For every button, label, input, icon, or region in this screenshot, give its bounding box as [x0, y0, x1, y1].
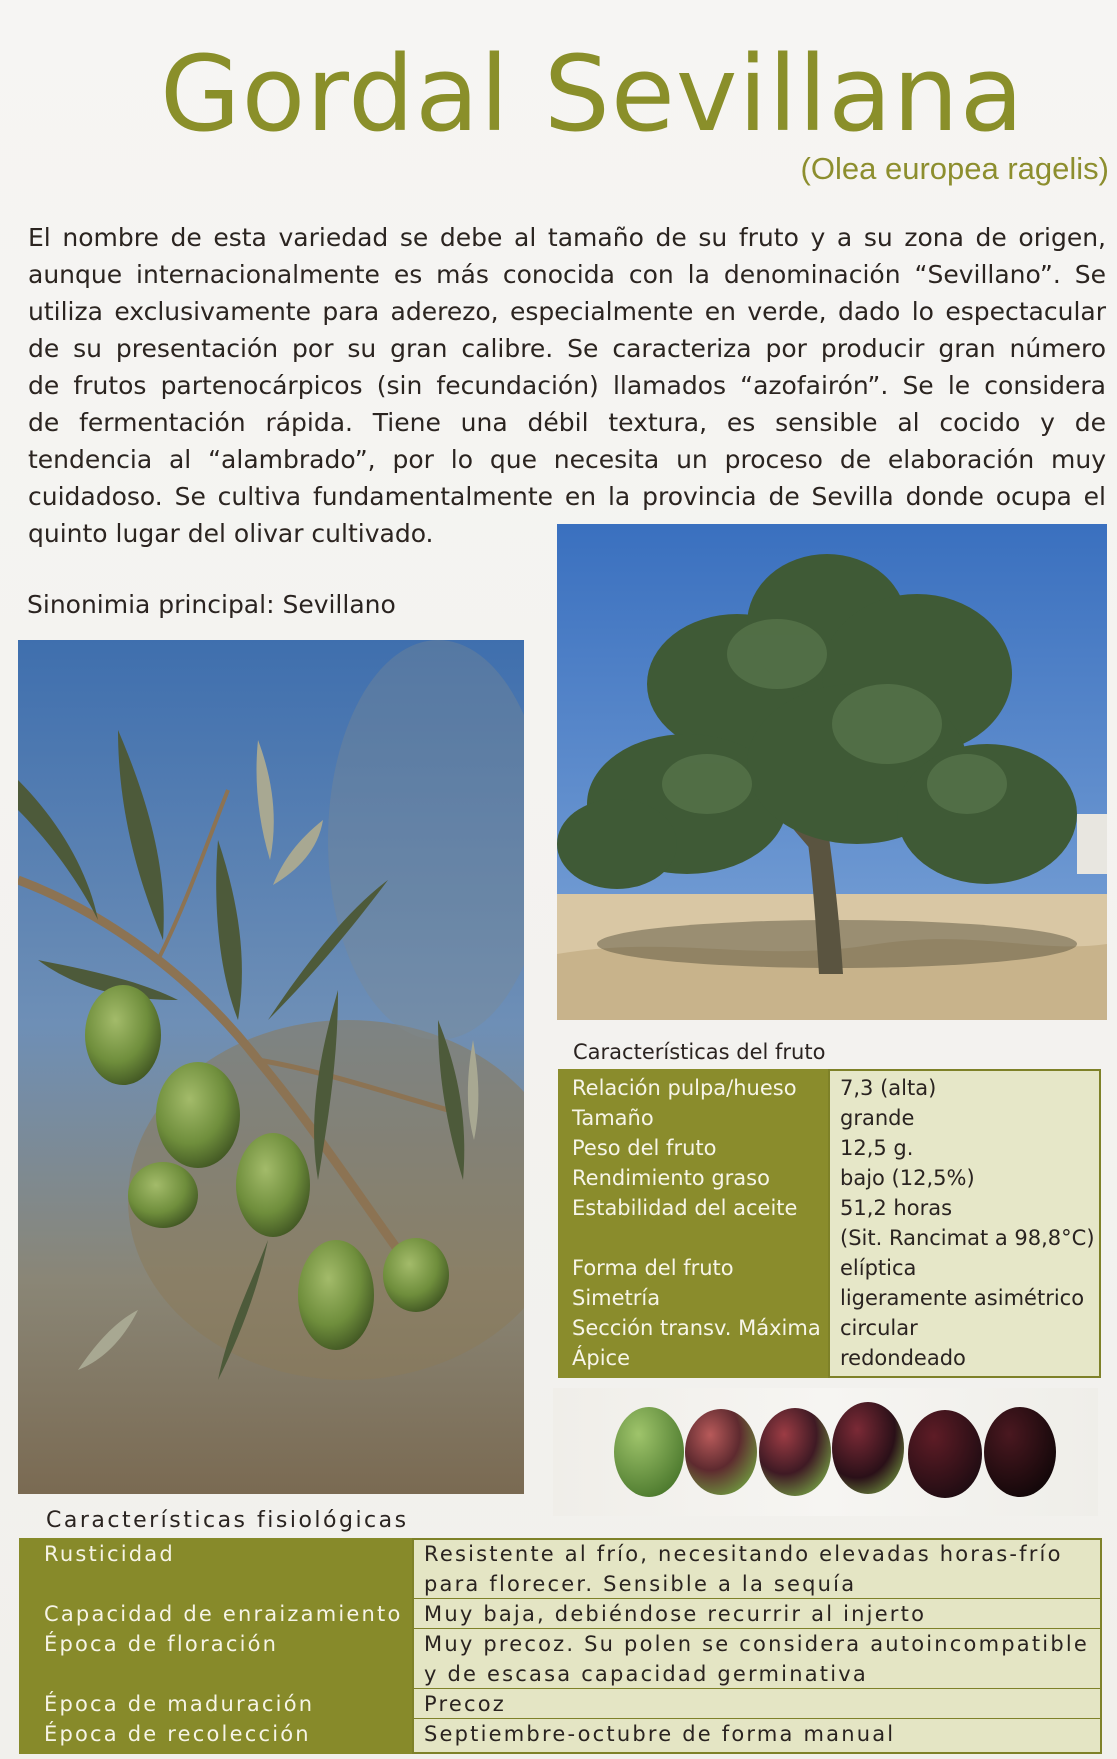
fruit-row — [558, 1073, 1101, 1103]
physiology-label: Época de maduración — [44, 1692, 315, 1716]
fruit-value: 51,2 horas — [840, 1196, 953, 1220]
physiology-row — [19, 1539, 1102, 1599]
fruit-value: bajo (12,5%) — [840, 1166, 975, 1190]
fruit-label: Rendimiento graso — [572, 1166, 770, 1190]
fruit-label: Sección transv. Máxima — [572, 1316, 821, 1340]
fruit-value: 7,3 (alta) — [840, 1076, 937, 1100]
fruit-row — [558, 1223, 1101, 1253]
fruit-value: grande — [840, 1106, 915, 1130]
physiology-label: Rusticidad — [44, 1542, 175, 1566]
fruit-value: elíptica — [840, 1256, 917, 1280]
physiology-row — [19, 1599, 1102, 1629]
fruit-row — [558, 1343, 1101, 1373]
fruit-row — [558, 1283, 1101, 1313]
fruit-label: Simetría — [572, 1286, 661, 1310]
intro-line: utiliza exclusivamente para aderezo, especialmente en verde, dado lo espectacular — [28, 297, 1106, 326]
fruit-row — [558, 1193, 1101, 1223]
physiology-row — [19, 1689, 1102, 1719]
fruit-label: Ápice — [572, 1346, 630, 1370]
fruit-label: Forma del fruto — [572, 1256, 734, 1280]
fruit-row — [558, 1163, 1101, 1193]
physiology-value: Muy baja, debiéndose recurrir al injerto — [424, 1602, 927, 1626]
intro-line: de su presentación por su gran calibre. Se caracteriza por producir gran número — [28, 334, 1106, 363]
fruit-row — [558, 1253, 1101, 1283]
fruit-value: redondeado — [840, 1346, 966, 1370]
fruit-value: ligeramente asimétrico — [840, 1286, 1085, 1310]
fruit-label: Estabilidad del aceite — [572, 1196, 798, 1220]
intro-line: tendencia al “alambrado”, por lo que necesita un proceso de elaboración muy — [28, 445, 1106, 474]
physiology-table — [19, 1538, 1102, 1754]
physiology-row — [19, 1629, 1102, 1689]
olive-tree-photo — [557, 524, 1107, 1020]
physiology-row — [19, 1719, 1102, 1749]
intro-line: aunque internacionalmente es más conocida con la denominación “Sevillano”. Se — [28, 260, 1106, 289]
physiology-value: Precoz — [424, 1692, 507, 1716]
physiology-heading: Características fisiológicas — [46, 1508, 409, 1533]
fruit-value: circular — [840, 1316, 918, 1340]
physiology-label: Época de floración — [44, 1632, 279, 1656]
fruit-label: Peso del fruto — [572, 1136, 717, 1160]
physiology-value: Resistente al frío, necesitando elevadas horas-frío para florecer. Sensible a la sequía — [424, 1542, 1063, 1596]
physiology-label: Época de recolección — [44, 1722, 311, 1746]
page-title: Gordal Sevillana — [160, 33, 1025, 155]
fruit-value: 12,5 g. — [840, 1136, 914, 1160]
physiology-value: Septiembre-octubre de forma manual — [424, 1722, 896, 1746]
intro-line: de fermentación rápida. Tiene una débil textura, es sensible al cocido y de — [28, 408, 1106, 437]
physiology-value: Muy precoz. Su polen se considera autoincompatible y de escasa capacidad germinativa — [424, 1632, 1090, 1686]
fruit-heading: Características del fruto — [573, 1040, 826, 1064]
intro-line: cuidadoso. Se cultiva fundamentalmente en la provincia de Sevilla donde ocupa el — [28, 482, 1106, 511]
physiology-label: Capacidad de enraizamiento — [44, 1602, 403, 1626]
fruit-row — [558, 1133, 1101, 1163]
fruit-row — [558, 1313, 1101, 1343]
fruit-characteristics-table — [558, 1069, 1101, 1378]
intro-line: quinto lugar del olivar cultivado. — [28, 519, 434, 548]
fruit-label: Tamaño — [572, 1106, 654, 1130]
intro-line: El nombre de esta variedad se debe al tamaño de su fruto y a su zona de origen, — [28, 223, 1106, 252]
fruit-label: Relación pulpa/hueso — [572, 1076, 797, 1100]
fruit-value: (Sit. Rancimat a 98,8°C) — [840, 1226, 1095, 1250]
intro-line: de frutos partenocárpicos (sin fecundación) llamados “azofairón”. Se le considera — [28, 371, 1106, 400]
olive-branch-photo — [18, 640, 524, 1494]
synonym-text: Sinonimia principal: Sevillano — [27, 590, 396, 619]
fruit-row — [558, 1103, 1101, 1133]
latin-name: (Olea europea ragelis) — [800, 151, 1109, 186]
olive-ripening-photo — [553, 1388, 1098, 1516]
